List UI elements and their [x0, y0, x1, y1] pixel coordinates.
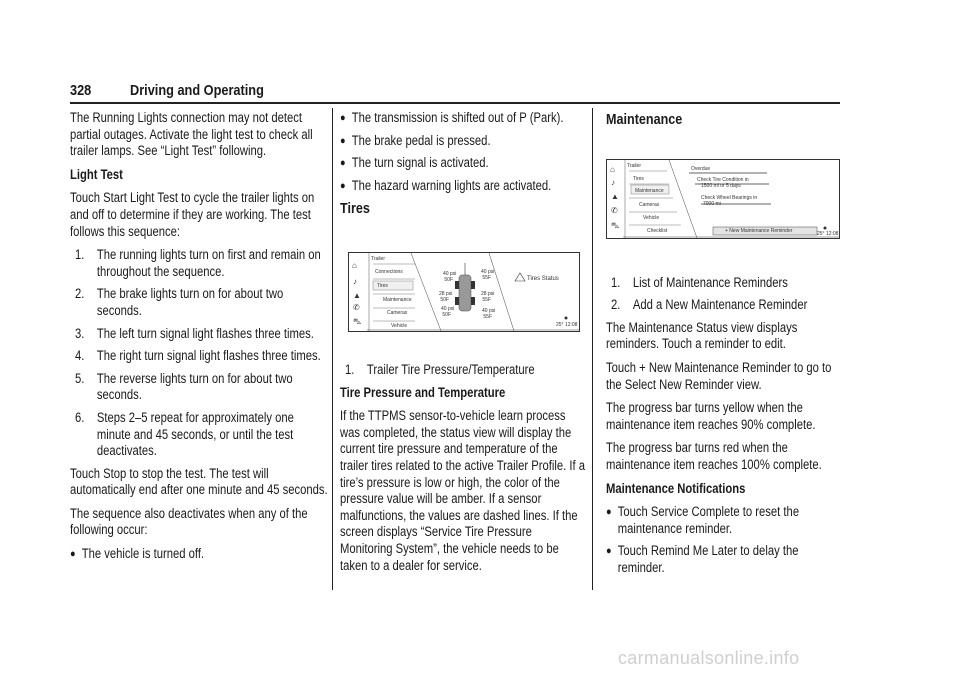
bullet-icon: ● [606, 506, 612, 519]
list-item: ● The turn signal is activated. [340, 155, 489, 171]
list-item: 2. The brake lights turn on for about two seconds. [75, 286, 284, 318]
list-item: 4. The right turn signal light flashes three times. [75, 348, 321, 364]
temp-readout: 25° 12:08 [556, 321, 578, 328]
bullet-icon: ● [70, 548, 76, 561]
menu-item: Tires [633, 175, 644, 182]
tires-screen-figure [348, 252, 580, 332]
figure-header: Trailer [627, 162, 641, 169]
list-item: 1. The running lights turn on first and remain on throughout the sequence. [75, 247, 321, 279]
list-item: 5. The reverse lights turn on for about two seconds. [75, 370, 293, 403]
menu-item: Cameras [387, 309, 408, 316]
maintenance-callouts [606, 275, 840, 314]
phone-icon: ✆ [611, 205, 618, 215]
bullet-icon: ● [340, 134, 346, 147]
notifications-list [606, 504, 840, 576]
phone-icon: ✆ [353, 302, 360, 312]
column-3 [606, 110, 838, 584]
deactivate-list-continued [340, 110, 587, 194]
list-item: 2. Add a New Maintenance Reminder [611, 297, 808, 313]
column-divider-1 [332, 108, 333, 590]
list-item: 3. The left turn signal light flashes three times. [75, 325, 314, 341]
navigation-icon: ▲ [353, 290, 361, 300]
vehicle-icon: ⛍ [611, 220, 620, 230]
list-item: ● The vehicle is turned off. [70, 546, 205, 562]
pressure-value: 28 psi 55F [481, 290, 495, 303]
pressure-value: 28 psi 50F [439, 290, 453, 303]
figure-header: Trailer [371, 255, 385, 262]
light-test-intro: Touch Start Light Test to cycle the trailer lights on and off to determine if they are working. The test follows this sequence: [70, 190, 315, 239]
new-reminder-button[interactable]: + New Maintenance Reminder [725, 227, 793, 234]
deactivate-list [70, 546, 330, 563]
home-icon: ⌂ [610, 164, 615, 174]
maintenance-screen-figure [606, 159, 840, 239]
list-item: ● The hazard warning lights are activated. [340, 177, 552, 193]
column-1 [70, 110, 328, 570]
tires-status-label: Tires Status [527, 275, 559, 282]
menu-item: Maintenance [383, 296, 412, 303]
list-item: 1. Trailer Tire Pressure/Temperature [345, 361, 535, 377]
bullet-icon: ● [340, 157, 346, 170]
watermark: carmanualsonline.info [618, 648, 800, 668]
page-header [70, 82, 840, 104]
column-2 [340, 110, 585, 581]
navigation-icon: ▲ [611, 191, 619, 201]
tire-pressure-paragraph: If the TTPMS sensor-to-vehicle learn process was completed, the status view will display the current tire pressure and temperature of the trailer tires related to the active Trailer Profile. If a tire’s pressure is low or high, the color of the pressure value will be amber. If a sensor malfunctions, the values are dashed lines. If the screen displays “Service Tire Pressure Monitoring System”, the vehicle needs to be taken to a dealer for service. [340, 408, 586, 573]
page-number: 328 [70, 82, 92, 99]
reminder-item[interactable]: Check Wheel Bearings in 7000 mi [701, 194, 758, 207]
list-item: ● The brake pedal is pressed. [340, 132, 491, 148]
bullet-icon: ● [606, 545, 612, 558]
light-test-heading: Light Test [70, 166, 123, 182]
music-icon: ♪ [353, 276, 357, 286]
tires-callouts [340, 362, 587, 379]
music-icon: ♪ [611, 177, 615, 187]
maintenance-paragraph: The progress bar turns yellow when the maintenance item reaches 90% complete. [606, 400, 816, 432]
maintenance-paragraph: Touch + New Maintenance Reminder to go to the Select New Reminder view. [606, 359, 832, 392]
maintenance-paragraph: The progress bar turns red when the maintenance item reaches 100% complete. [606, 440, 822, 472]
bullet-icon: ● [340, 179, 346, 192]
deactivate-paragraph: The sequence also deactivates when any of the following occur: [70, 505, 308, 538]
list-item: 6. Steps 2–5 repeat for approximately one minute and 45 seconds, or until the test deactivates. [75, 409, 294, 459]
overdue-label: Overdue [691, 165, 711, 172]
tire-pressure-heading: Tire Pressure and Temperature [340, 384, 506, 400]
pressure-value: 40 psi 55F [481, 268, 495, 281]
list-item: ● The transmission is shifted out of P (Park). [340, 110, 564, 125]
list-item: ● Touch Remind Me Later to delay the reminder. [606, 543, 799, 575]
bullet-icon: ● [340, 112, 346, 124]
tires-screen-lines [349, 253, 579, 331]
header-rule [70, 102, 840, 104]
menu-item: Checklist [647, 227, 668, 234]
maintenance-paragraph: The Maintenance Status view displays reminders. Touch a reminder to edit. [606, 319, 798, 352]
menu-item: Tires [377, 282, 388, 289]
tires-heading: Tires [340, 200, 370, 218]
home-icon: ⌂ [352, 260, 357, 270]
section-title: Driving and Operating [130, 82, 264, 99]
list-item: 1. List of Maintenance Reminders [611, 274, 788, 290]
intro-paragraph: The Running Lights connection may not detect partial outages. Activate the light test to check all trailer lamps. See “Light Test” following. [70, 110, 313, 159]
column-divider-2 [592, 108, 593, 590]
menu-item: Cameras [639, 201, 660, 208]
pressure-value: 40 psi 55F [482, 307, 496, 320]
menu-item: Connections [375, 268, 403, 275]
menu-item: Maintenance [635, 187, 664, 194]
list-item: ● Touch Service Complete to reset the maintenance reminder. [606, 504, 800, 536]
vehicle-icon: ⛍ [353, 316, 362, 326]
light-test-steps [70, 247, 330, 460]
reminder-item[interactable]: Check Tire Condition in 1500 mi or 5 days [697, 176, 749, 189]
pressure-value: 40 psi 50F [443, 270, 457, 283]
notifications-heading: Maintenance Notifications [606, 480, 746, 496]
temp-readout: 25° 12:08 [817, 230, 839, 237]
stop-paragraph: Touch Stop to stop the test. The test will automatically end after one minute and 45 seconds. [70, 465, 328, 498]
menu-item: Vehicle [391, 322, 408, 329]
menu-item: Vehicle [643, 214, 660, 221]
maintenance-heading: Maintenance [606, 111, 683, 128]
pressure-value: 40 psi 50F [441, 305, 455, 318]
